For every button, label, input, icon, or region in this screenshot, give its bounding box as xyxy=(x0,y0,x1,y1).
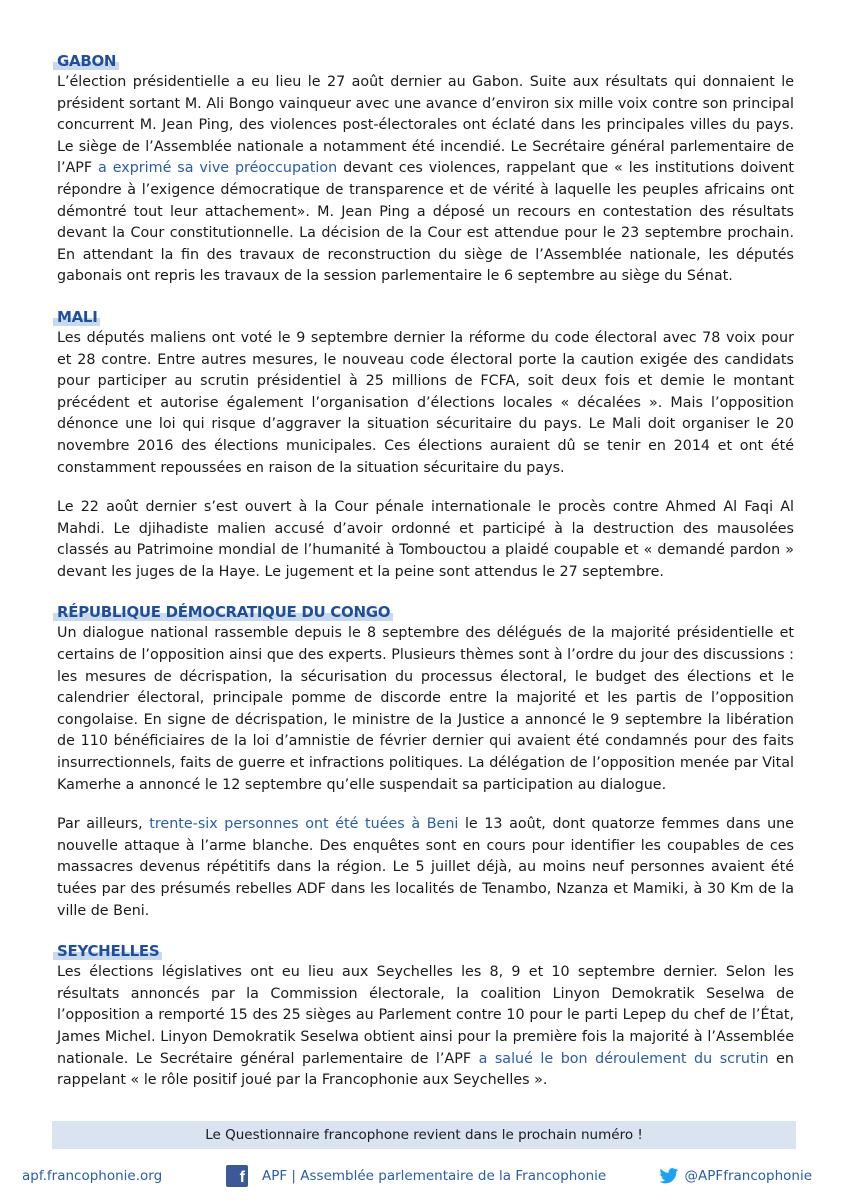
footer xyxy=(22,1162,812,1190)
section-heading: SEYCHELLES xyxy=(53,940,162,962)
twitter-label: @APFfrancophonie xyxy=(684,1168,812,1184)
section-heading: MALI xyxy=(53,306,100,328)
paragraph: Un dialogue national rassemble depuis le 8 septembre des délégués de la majorité présidentielle et certains de l’opposition ainsi que des experts. Plusieurs thèmes sont à l’ordre du jour des discussions : les mesures de décrispation, la sécurisation du processus électoral, le budget des élections et le calendrier électoral, principale pomme de discorde entre la majorité et les partis de l’opposition congolaise. En signe de décrispation, le ministre de la Justice a annoncé le 9 septembre la libération de 110 bénéficiaires de la loi d’amnistie de février dernier qui avaient été condamnés pour des faits insurrectionnels, faits de guerre et infractions politiques. La délégation de l’opposition menée par Vital Kamerhe a annoncé le 12 septembre qu’elle suspendait sa participation au dialogue. xyxy=(57,625,794,793)
section-gabon xyxy=(57,50,794,288)
questionnaire-banner: Le Questionnaire francophone revient dans le prochain numéro ! xyxy=(52,1121,796,1149)
facebook-icon: f xyxy=(226,1165,248,1187)
section-rdc xyxy=(57,601,794,922)
paragraph-text: le 13 août, dont quatorze femmes dans une nouvelle attaque à l’arme blanche. Des enquêtes sont en cours pour identifier les coupables de ces massacres devenus répétitifs dans la région. Le 5 juillet déjà, au moins neuf personnes avaient été tuées par des présumés rebelles ADF dans les localités de Tenambo, Nzanza et Mamiki, à 30 Km de la ville de Beni. xyxy=(57,816,794,919)
paragraph-text: Les élections législatives ont eu lieu aux Seychelles les 8, 9 et 10 septembre dernier. Selon les résultats annoncés par la Commission électorale, la coalition Linyon Demokratik Seselwa de l’opposition a remporté 15 des 25 sièges au Parlement contre 10 pour le parti Lepep du chef de l’État, James Michel. Linyon Demokratik Seselwa obtient ainsi pour la première fois la majorité à l’Assemblée nationale. Le Secrétaire général parlementaire de l’APF xyxy=(57,964,794,1067)
link-preoccupation[interactable]: a exprimé sa vive préoccupation xyxy=(98,160,338,177)
link-beni[interactable]: trente-six personnes ont été tuées à Beni xyxy=(149,816,459,833)
website-link[interactable]: apf.francophonie.org xyxy=(22,1168,163,1184)
twitter-link[interactable] xyxy=(659,1168,812,1184)
link-scrutin[interactable]: a salué le bon déroulement du scrutin xyxy=(478,1050,769,1067)
section-mali xyxy=(57,306,794,584)
paragraph-text: en rappelant « le rôle positif joué par la Francophonie aux Seychelles ». xyxy=(57,1050,794,1089)
paragraph-text: L’élection présidentielle a eu lieu le 27 août dernier au Gabon. Suite aux résultats qui donnaient le président sortant M. Ali Bongo vainqueur avec une avance d’environ six mille voix contre son principal concurrent M. Jean Ping, des violences post-électorales ont éclaté dans les principales villes du pays. Le siège de l’Assemblée nationale a notamment été incendié. Le Secrétaire général parlementaire de l’APF xyxy=(57,74,794,177)
paragraph xyxy=(57,962,794,1092)
facebook-link[interactable] xyxy=(226,1165,606,1187)
paragraph xyxy=(57,814,794,922)
article-body xyxy=(57,50,794,1100)
section-seychelles xyxy=(57,940,794,1092)
paragraph-text: Par ailleurs, xyxy=(57,816,150,833)
section-heading: GABON xyxy=(53,50,119,72)
paragraph: Les députés maliens ont voté le 9 septembre dernier la réforme du code électoral avec 78 voix pour et 28 contre. Entre autres mesures, le nouveau code électoral porte la caution exigée des candidats pour participer au scrutin présidentiel à 25 millions de FCFA, soit deux fois et demie le montant précédent et autorise également l’organisation d’élections locales « décalées ». Mais l’opposition dénonce une loi qui risque d’aggraver la situation sécuritaire du pays. Le Mali doit organiser le 20 novembre 2016 des élections municipales. Ces élections auraient dû se tenir en 2014 et ont été constamment repoussées en raison de la situation sécuritaire du pays. xyxy=(57,329,794,476)
section-heading: RÉPUBLIQUE DÉMOCRATIQUE DU CONGO xyxy=(53,601,393,623)
facebook-label: APF | Assemblée parlementaire de la Francophonie xyxy=(262,1168,607,1184)
paragraph-text: devant ces violences, rappelant que « les institutions doivent répondre à l’exigence démocratique de transparence et de vérité à laquelle les peuples africains ont démontré tout leur attachement». M. Jean Ping a déposé un recours en contestation des résultats devant la Cour constitutionnelle. La décision de la Cour est attendue pour le 23 septembre prochain. En attendant la fin des travaux de reconstruction du siège de l’Assemblée nationale, les députés gabonais ont repris les travaux de la session parlementaire le 6 septembre au siège du Sénat. xyxy=(57,160,794,285)
twitter-icon xyxy=(659,1168,679,1184)
paragraph: Le 22 août dernier s’est ouvert à la Cour pénale internationale le procès contre Ahmed Al Faqi Al Mahdi. Le djihadiste malien accusé d’avoir ordonné et participé à la destruction des mausolées classés au Patrimoine mondial de l’humanité à Tombouctou a plaidé coupable et « demandé pardon » devant les juges de la Haye. Le jugement et la peine sont attendus le 27 septembre. xyxy=(57,499,794,580)
paragraph xyxy=(57,72,794,288)
